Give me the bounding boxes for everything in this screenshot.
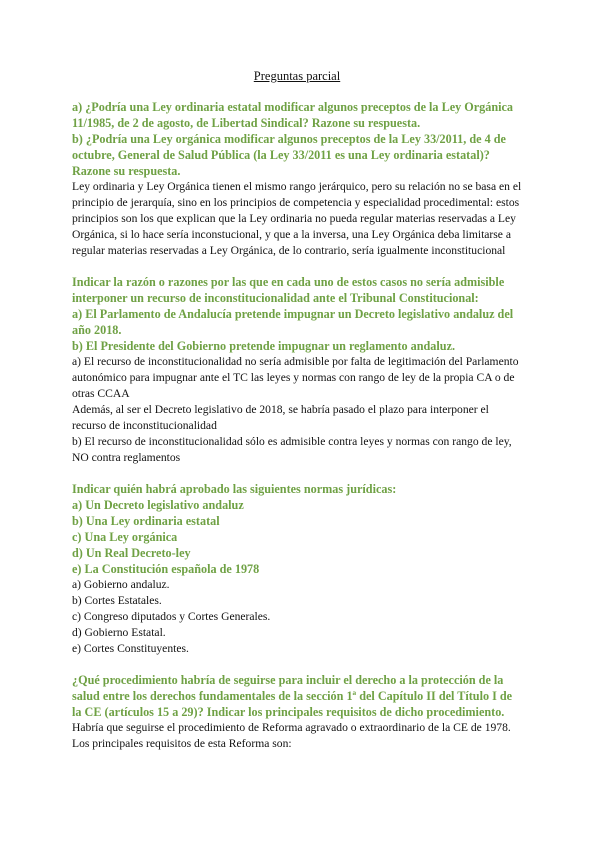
page-title: Preguntas parcial [253,69,341,83]
spacer [72,466,522,481]
question-3-item: d) Un Real Decreto-ley [72,546,191,560]
question-2-intro: Indicar la razón o razones por las que en cada uno de estos casos no sería admisible interponer un recurso de inconstitucionalidad ante el Tribunal Constitucional: [72,275,505,305]
answer-3-item: c) Congreso diputados y Cortes Generales. [72,610,271,623]
answer-2a-extra: Además, al ser el Decreto legislativo de 2018, se habría pasado el plazo para interponer el recurso de inconstitucionalidad [72,403,489,432]
answer-3-item: a) Gobierno andaluz. [72,578,170,591]
spacer [72,259,522,274]
answer-3-item: e) Cortes Constituyentes. [72,642,189,655]
answer-2a: a) El recurso de inconstitucionalidad no sería admisible por falta de legitimación del Parlamento autonómico para impugnar ante el TC las leyes y normas con rango de ley de la propia CA o de otras CCAA [72,355,519,400]
question-3-item: e) La Constitución española de 1978 [72,562,260,576]
question-1a: a) ¿Podría una Ley ordinaria estatal modificar algunos preceptos de la Ley Orgánica 11/1985, de 2 de agosto, de Libertad Sindical? Razone su respuesta. [72,100,513,130]
question-2b: b) El Presidente del Gobierno pretende impugnar un reglamento andaluz. [72,339,456,353]
question-4: ¿Qué procedimiento habría de seguirse para incluir el derecho a la protección de la salud entre los derechos fundamentales de la sección 1ª del Capítulo II del Título I de la CE (artículos 15 a 29)? Indicar los principales requisitos de dicho procedimiento. [72,673,513,719]
answer-3-item: b) Cortes Estatales. [72,594,162,607]
answer-2b: b) El recurso de inconstitucionalidad sólo es admisible contra leyes y normas con rango de ley, NO contra reglamentos [72,435,512,464]
answer-1: Ley ordinaria y Ley Orgánica tienen el mismo rango jerárquico, pero su relación no se basa en el principio de jerarquía, sino en los principios de competencia y especialidad procedimental: estos principios son los que explican que la Ley ordinaria no pueda regular materias reservadas a Ley Orgánica, si lo hace sería inconstucional, y que a la inversa, una Ley Orgánica deba limitarse a regular materias reservadas a Ley Orgánica, de lo contrario, sería igualmente inconstitucional [72,180,522,257]
question-3-item: a) Un Decreto legislativo andaluz [72,498,244,512]
answer-3-item: d) Gobierno Estatal. [72,626,166,639]
question-3-item: b) Una Ley ordinaria estatal [72,514,220,528]
question-1b: b) ¿Podría una Ley orgánica modificar algunos preceptos de la Ley 33/2011, de 4 de octubre, General de Salud Pública (la Ley 33/2011 es una Ley ordinaria estatal)? Razone su respuesta. [72,132,506,178]
question-3-item: c) Una Ley orgánica [72,530,178,544]
document-page [72,68,522,752]
question-2a: a) El Parlamento de Andalucía pretende impugnar un Decreto legislativo andaluz del año 2018. [72,307,514,337]
answer-4: Habría que seguirse el procedimiento de Reforma agravado o extraordinario de la CE de 1978. Los principales requisitos de esta Reforma son: [72,721,511,750]
question-3-intro: Indicar quién habrá aprobado las siguientes normas jurídicas: [72,482,397,496]
spacer [72,657,522,672]
